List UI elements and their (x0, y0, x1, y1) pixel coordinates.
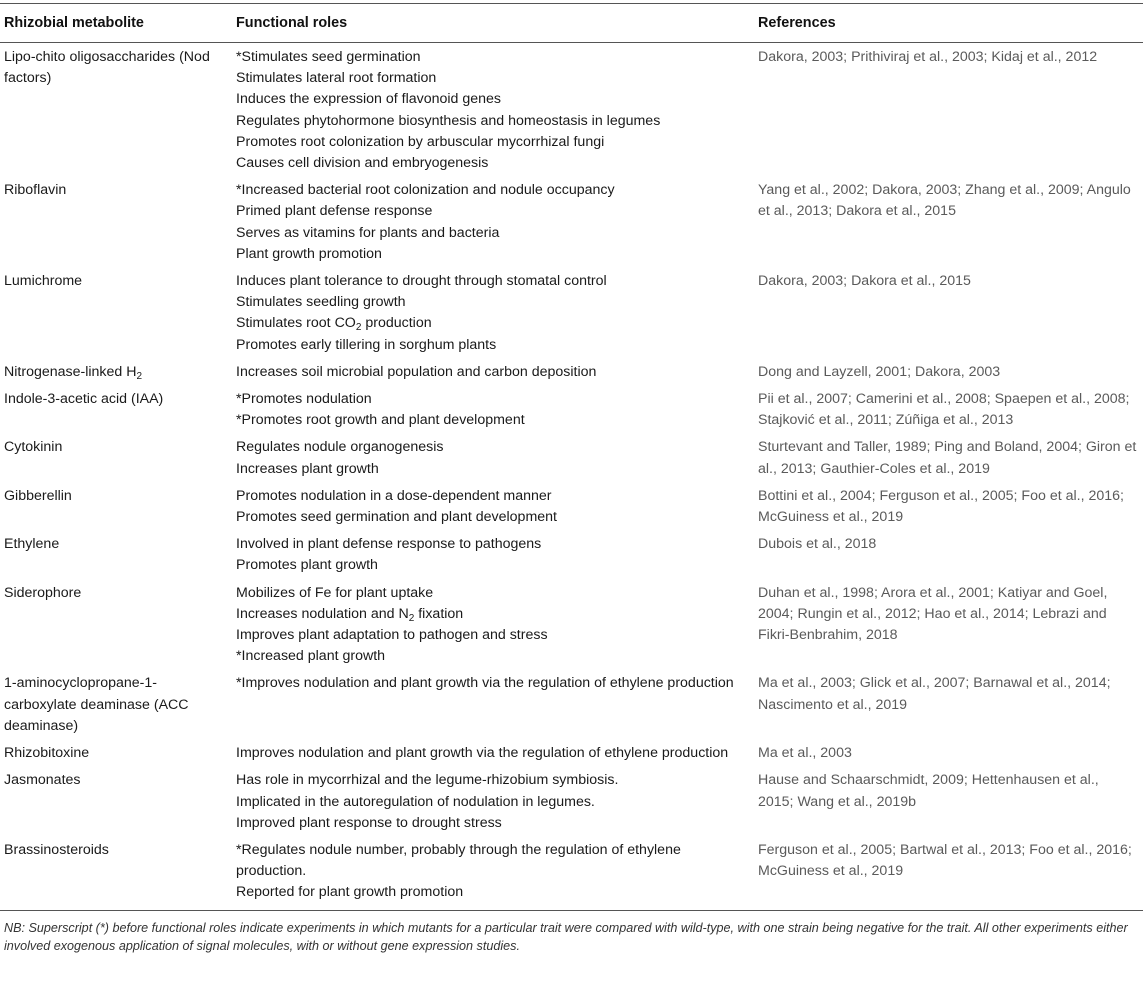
functional-role: Reported for plant growth promotion (236, 884, 464, 901)
functional-roles-cell (232, 579, 754, 670)
metabolite-cell: Riboflavin (4, 182, 67, 199)
references-cell: Ma et al., 2003; Glick et al., 2007; Barnawal et al., 2014; Nascimento et al., 2019 (758, 675, 1111, 713)
references-cell: Yang et al., 2002; Dakora, 2003; Zhang et al., 2009; Angulo et al., 2013; Dakora et al., 2015 (758, 182, 1131, 220)
functional-role: Increases soil microbial population and carbon deposition (236, 363, 597, 380)
functional-roles-cell (232, 836, 754, 910)
metabolite-cell: 1-aminocyclopropane-1-carboxylate deaminase (ACC deaminase) (4, 675, 189, 734)
metabolite-cell: Cytokinin (4, 439, 63, 456)
references-cell: Sturtevant and Taller, 1989; Ping and Boland, 2004; Giron et al., 2013; Gauthier-Coles et al., 2019 (758, 439, 1137, 477)
header-functional-roles: Functional roles (232, 4, 754, 43)
metabolite-cell: Rhizobitoxine (4, 745, 90, 762)
table-header-row (0, 4, 1143, 43)
header-references: References (754, 4, 1143, 43)
functional-role: Implicated in the autoregulation of nodulation in legumes. (236, 793, 595, 810)
functional-role: Induces plant tolerance to drought through stomatal control (236, 273, 607, 290)
functional-role: Increases plant growth (236, 460, 379, 477)
metabolite-cell: Brassinosteroids (0, 836, 232, 910)
metabolite-cell: Nitrogenase-linked $H_2$ (4, 363, 143, 382)
functional-role: Induces the expression of flavonoid genes (236, 91, 502, 108)
references-cell: Duhan et al., 1998; Arora et al., 2001; Katiyar and Goel, 2004; Rungin et al., 2012; Hao et al., 2014; Lebrazi and Fikri-Benbrahim, 2018 (758, 584, 1108, 644)
functional-role: Promotes plant growth (236, 557, 378, 574)
metabolite-cell: Indole-3-acetic acid (IAA) (4, 391, 164, 408)
references-cell: Ma et al., 2003 (758, 745, 852, 762)
table-row (0, 530, 1143, 578)
table-row (0, 482, 1143, 530)
table-row (0, 433, 1143, 481)
metabolite-cell: Jasmonates (4, 772, 81, 789)
functional-roles-cell (232, 433, 754, 481)
table-row (0, 669, 1143, 739)
functional-role: Improves plant adaptation to pathogen and stress (236, 627, 548, 644)
functional-roles-cell (232, 385, 754, 433)
functional-roles-cell (232, 739, 754, 766)
references-cell: Dakora, 2003; Prithiviraj et al., 2003; Kidaj et al., 2012 (758, 49, 1098, 65)
functional-role: Regulates phytohormone biosynthesis and homeostasis in legumes (236, 112, 661, 129)
functional-role: Promotes nodulation in a dose-dependent manner (236, 487, 552, 504)
functional-roles-cell (232, 669, 754, 739)
functional-role: *Stimulates seed germination (236, 49, 421, 65)
functional-role: *Increased plant growth (236, 648, 386, 665)
functional-roles-cell (232, 176, 754, 267)
references-cell: Dong and Layzell, 2001; Dakora, 2003 (758, 363, 1001, 380)
functional-role: *Regulates nodule number, probably through the regulation of ethylene production. (236, 841, 681, 880)
functional-role: Plant growth promotion (236, 245, 382, 262)
functional-role: *Promotes root growth and plant development (236, 412, 525, 429)
functional-role: Stimulates seedling growth (236, 294, 406, 311)
functional-role: Improves nodulation and plant growth via the regulation of ethylene production (236, 745, 729, 762)
table-row (0, 836, 1143, 910)
functional-roles-cell (232, 766, 754, 836)
functional-role: Promotes seed germination and plant development (236, 509, 557, 526)
functional-role: Improved plant response to drought stress (236, 814, 502, 831)
metabolite-cell: Lumichrome (4, 273, 83, 290)
table-row (0, 176, 1143, 267)
functional-role: Primed plant defense response (236, 203, 433, 220)
functional-roles-cell (232, 43, 754, 177)
functional-role: Promotes early tillering in sorghum plants (236, 336, 497, 353)
table-row (0, 358, 1143, 385)
functional-roles-cell (232, 530, 754, 578)
functional-role: *Improves nodulation and plant growth via the regulation of ethylene production (236, 675, 734, 692)
functional-role: Serves as vitamins for plants and bacteria (236, 224, 500, 241)
functional-role: *Promotes nodulation (236, 391, 372, 408)
functional-role: Stimulates root $CO_2$ production (236, 315, 432, 334)
metabolite-cell: Lipo-chito oligosaccharides (Nod factors) (4, 49, 210, 87)
table-row (0, 267, 1143, 358)
metabolite-cell: Ethylene (4, 536, 60, 553)
functional-role: Causes cell division and embryogenesis (236, 155, 489, 172)
metabolite-table (0, 3, 1143, 911)
functional-roles-cell (232, 267, 754, 358)
references-cell: Dubois et al., 2018 (758, 536, 877, 553)
functional-role: Increases nodulation and $N_2$ fixation (236, 605, 464, 624)
metabolite-cell: Gibberellin (4, 487, 72, 504)
functional-roles-cell (232, 482, 754, 530)
functional-role: Mobilizes of Fe for plant uptake (236, 584, 434, 601)
functional-role: Involved in plant defense response to pathogens (236, 536, 542, 553)
table-body (0, 43, 1143, 911)
table-footnote: NB: Superscript (*) before functional roles indicate experiments in which mutants for a particular trait were compared with wild-type, with one strain being negative for the trait. All other experiments either involved exogenous application of signal molecules, with or without gene expression studies. (4, 920, 1128, 953)
header-metabolite: Rhizobial metabolite (0, 4, 232, 43)
table-row (0, 43, 1143, 177)
functional-role: Promotes root colonization by arbuscular mycorrhizal fungi (236, 133, 605, 150)
functional-roles-cell (232, 358, 754, 385)
functional-role: Regulates nodule organogenesis (236, 439, 444, 456)
functional-role: *Increased bacterial root colonization and nodule occupancy (236, 182, 615, 199)
functional-role: Has role in mycorrhizal and the legume-rhizobium symbiosis. (236, 772, 619, 789)
references-cell: Bottini et al., 2004; Ferguson et al., 2005; Foo et al., 2016; McGuiness et al., 2019 (758, 487, 1124, 526)
references-cell: Dakora, 2003; Dakora et al., 2015 (758, 273, 971, 290)
table-row (0, 579, 1143, 670)
references-cell: Ferguson et al., 2005; Bartwal et al., 2013; Foo et al., 2016; McGuiness et al., 2019 (754, 836, 1143, 910)
references-cell: Hause and Schaarschmidt, 2009; Hettenhausen et al., 2015; Wang et al., 2019b (758, 772, 1099, 810)
table-row (0, 385, 1143, 433)
metabolite-cell: Siderophore (4, 584, 82, 601)
references-cell: Pii et al., 2007; Camerini et al., 2008; Spaepen et al., 2008; Stajković et al., 2011; Zúñiga et al., 2013 (758, 391, 1130, 429)
table-row (0, 739, 1143, 766)
functional-role: Stimulates lateral root formation (236, 70, 437, 87)
table-row (0, 766, 1143, 836)
